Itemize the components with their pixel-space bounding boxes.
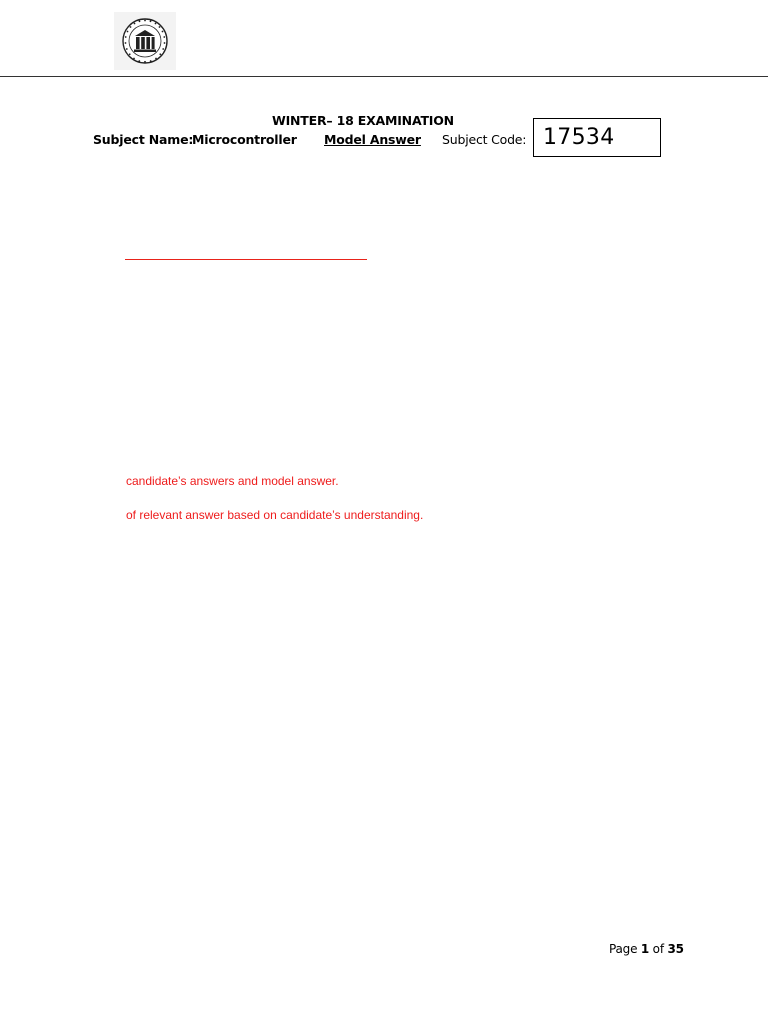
subject-code-label: Subject Code: xyxy=(442,132,527,147)
subject-code-value: 17534 xyxy=(543,125,615,150)
exam-title: WINTER– 18 EXAMINATION xyxy=(272,113,454,128)
instruction-line-2: of relevant answer based on candidate’s understanding. xyxy=(126,508,424,522)
header-divider xyxy=(0,76,768,77)
page-current: 1 xyxy=(640,942,650,956)
subject-code-box xyxy=(533,118,661,157)
page-of: of xyxy=(652,942,664,956)
page-prefix: Page xyxy=(609,942,638,956)
page-total: 35 xyxy=(667,942,684,956)
institution-logo-icon xyxy=(114,12,176,70)
instruction-line-1: candidate’s answers and model answer. xyxy=(126,474,339,488)
subject-name: Microcontroller xyxy=(192,132,297,147)
red-underline xyxy=(125,259,367,260)
page-number xyxy=(609,942,684,956)
subject-name-label: Subject Name: xyxy=(93,132,194,147)
model-answer-heading: Model Answer xyxy=(324,132,421,147)
